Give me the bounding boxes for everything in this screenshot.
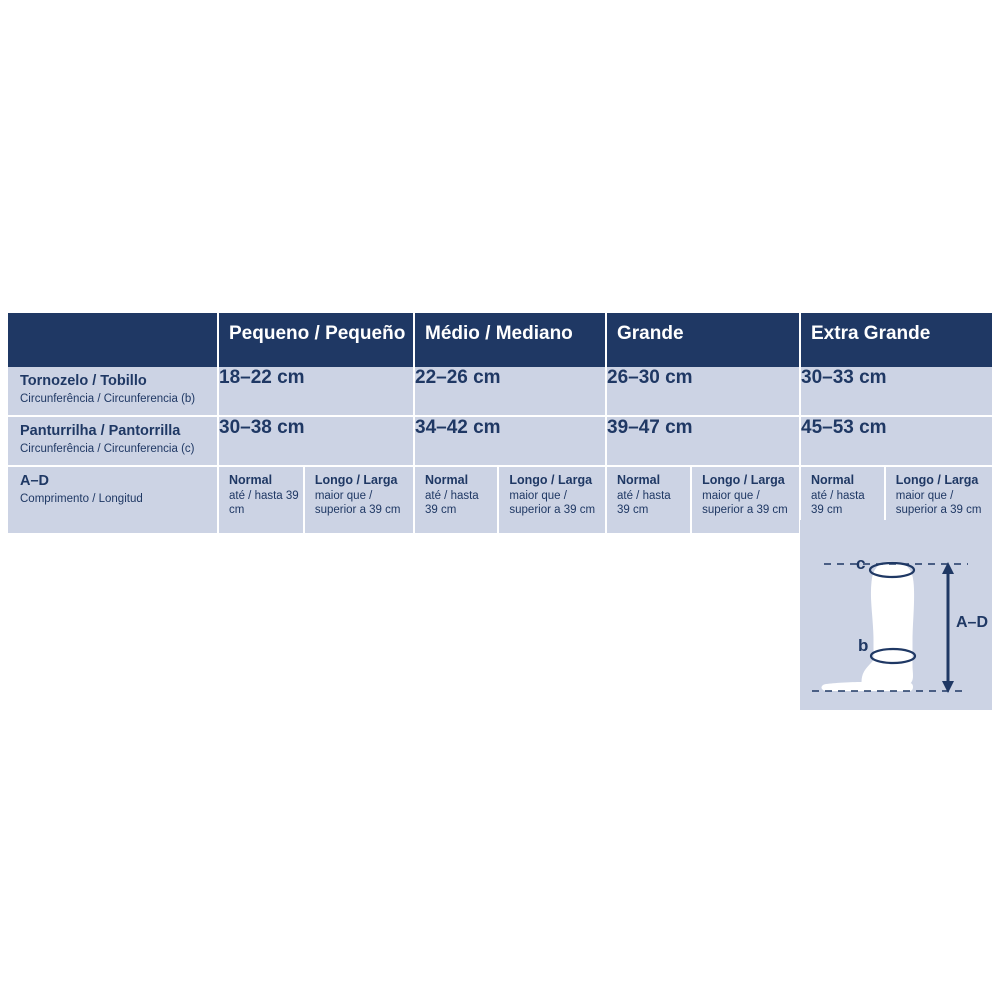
row-label-length — [8, 466, 218, 533]
cell-ankle-large: 26–30 cm — [606, 367, 800, 416]
size-chart-table — [8, 313, 992, 533]
column-header-extra-large: Extra Grande — [800, 313, 992, 367]
leg-diagram-icon — [800, 520, 992, 710]
row-label-calf-sub: Circunferência / Circunferencia (c) — [20, 442, 195, 455]
cell-length-small-long — [304, 467, 413, 533]
label-b: b — [858, 636, 869, 655]
length-xl-long-text: maior que / superior a 39 cm — [895, 490, 982, 516]
length-medium-long-title: Longo / Larga — [509, 473, 593, 487]
table-header-row — [8, 313, 992, 367]
column-header-large: Grande — [606, 313, 800, 367]
cell-calf-medium: 34–42 cm — [414, 416, 606, 466]
length-medium-long-text: maior que / superior a 39 cm — [509, 490, 596, 516]
length-medium-normal-title: Normal — [425, 473, 469, 487]
length-large-normal-text: até / hasta 39 cm — [617, 490, 671, 516]
cell-length-medium-normal — [415, 467, 498, 533]
row-label-ankle-sub: Circunferência / Circunferencia (b) — [20, 392, 196, 405]
row-label-calf — [8, 416, 218, 466]
length-small-normal-title: Normal — [229, 473, 273, 487]
cell-length-medium-long — [498, 467, 605, 533]
cell-length-large-normal — [607, 467, 691, 533]
length-small-long-text: maior que / superior a 39 cm — [314, 490, 401, 516]
column-header-medium: Médio / Mediano — [414, 313, 606, 367]
cell-ankle-extra-large: 30–33 cm — [800, 367, 992, 416]
cell-length-large — [606, 466, 800, 533]
length-xl-normal-text: até / hasta 39 cm — [811, 490, 865, 516]
length-small-long-title: Longo / Larga — [314, 473, 398, 487]
cell-ankle-small: 18–22 cm — [218, 367, 414, 416]
cell-calf-extra-large: 45–53 cm — [800, 416, 992, 466]
table-row-calf — [8, 416, 992, 466]
row-label-ankle — [8, 367, 218, 416]
column-header-small: Pequeno / Pequeño — [218, 313, 414, 367]
cell-calf-small: 30–38 cm — [218, 416, 414, 466]
label-ad: A–D — [956, 614, 989, 631]
table-row-ankle — [8, 367, 992, 416]
length-large-long-text: maior que / superior a 39 cm — [702, 490, 788, 516]
label-c: c — [856, 554, 866, 573]
length-xl-long-title: Longo / Larga — [895, 473, 979, 487]
leg-measurement-illustration — [800, 520, 992, 710]
cell-length-large-long — [691, 467, 799, 533]
length-xl-normal-title: Normal — [811, 473, 855, 487]
cell-length-small-normal — [219, 467, 304, 533]
length-small-normal-text: até / hasta 39 cm — [229, 490, 299, 516]
row-label-ankle-main: Tornozelo / Tobillo — [20, 373, 147, 389]
table-corner-cell — [8, 313, 218, 367]
cell-length-small — [218, 466, 414, 533]
cell-ankle-medium: 22–26 cm — [414, 367, 606, 416]
length-large-long-title: Longo / Larga — [702, 473, 785, 487]
row-label-length-main: A–D — [20, 473, 50, 489]
row-label-length-sub: Comprimento / Longitud — [20, 492, 143, 505]
length-large-normal-title: Normal — [617, 473, 661, 487]
cell-calf-large: 39–47 cm — [606, 416, 800, 466]
cell-length-medium — [414, 466, 606, 533]
row-label-calf-main: Panturrilha / Pantorrilla — [20, 423, 181, 439]
length-medium-normal-text: até / hasta 39 cm — [425, 490, 479, 516]
